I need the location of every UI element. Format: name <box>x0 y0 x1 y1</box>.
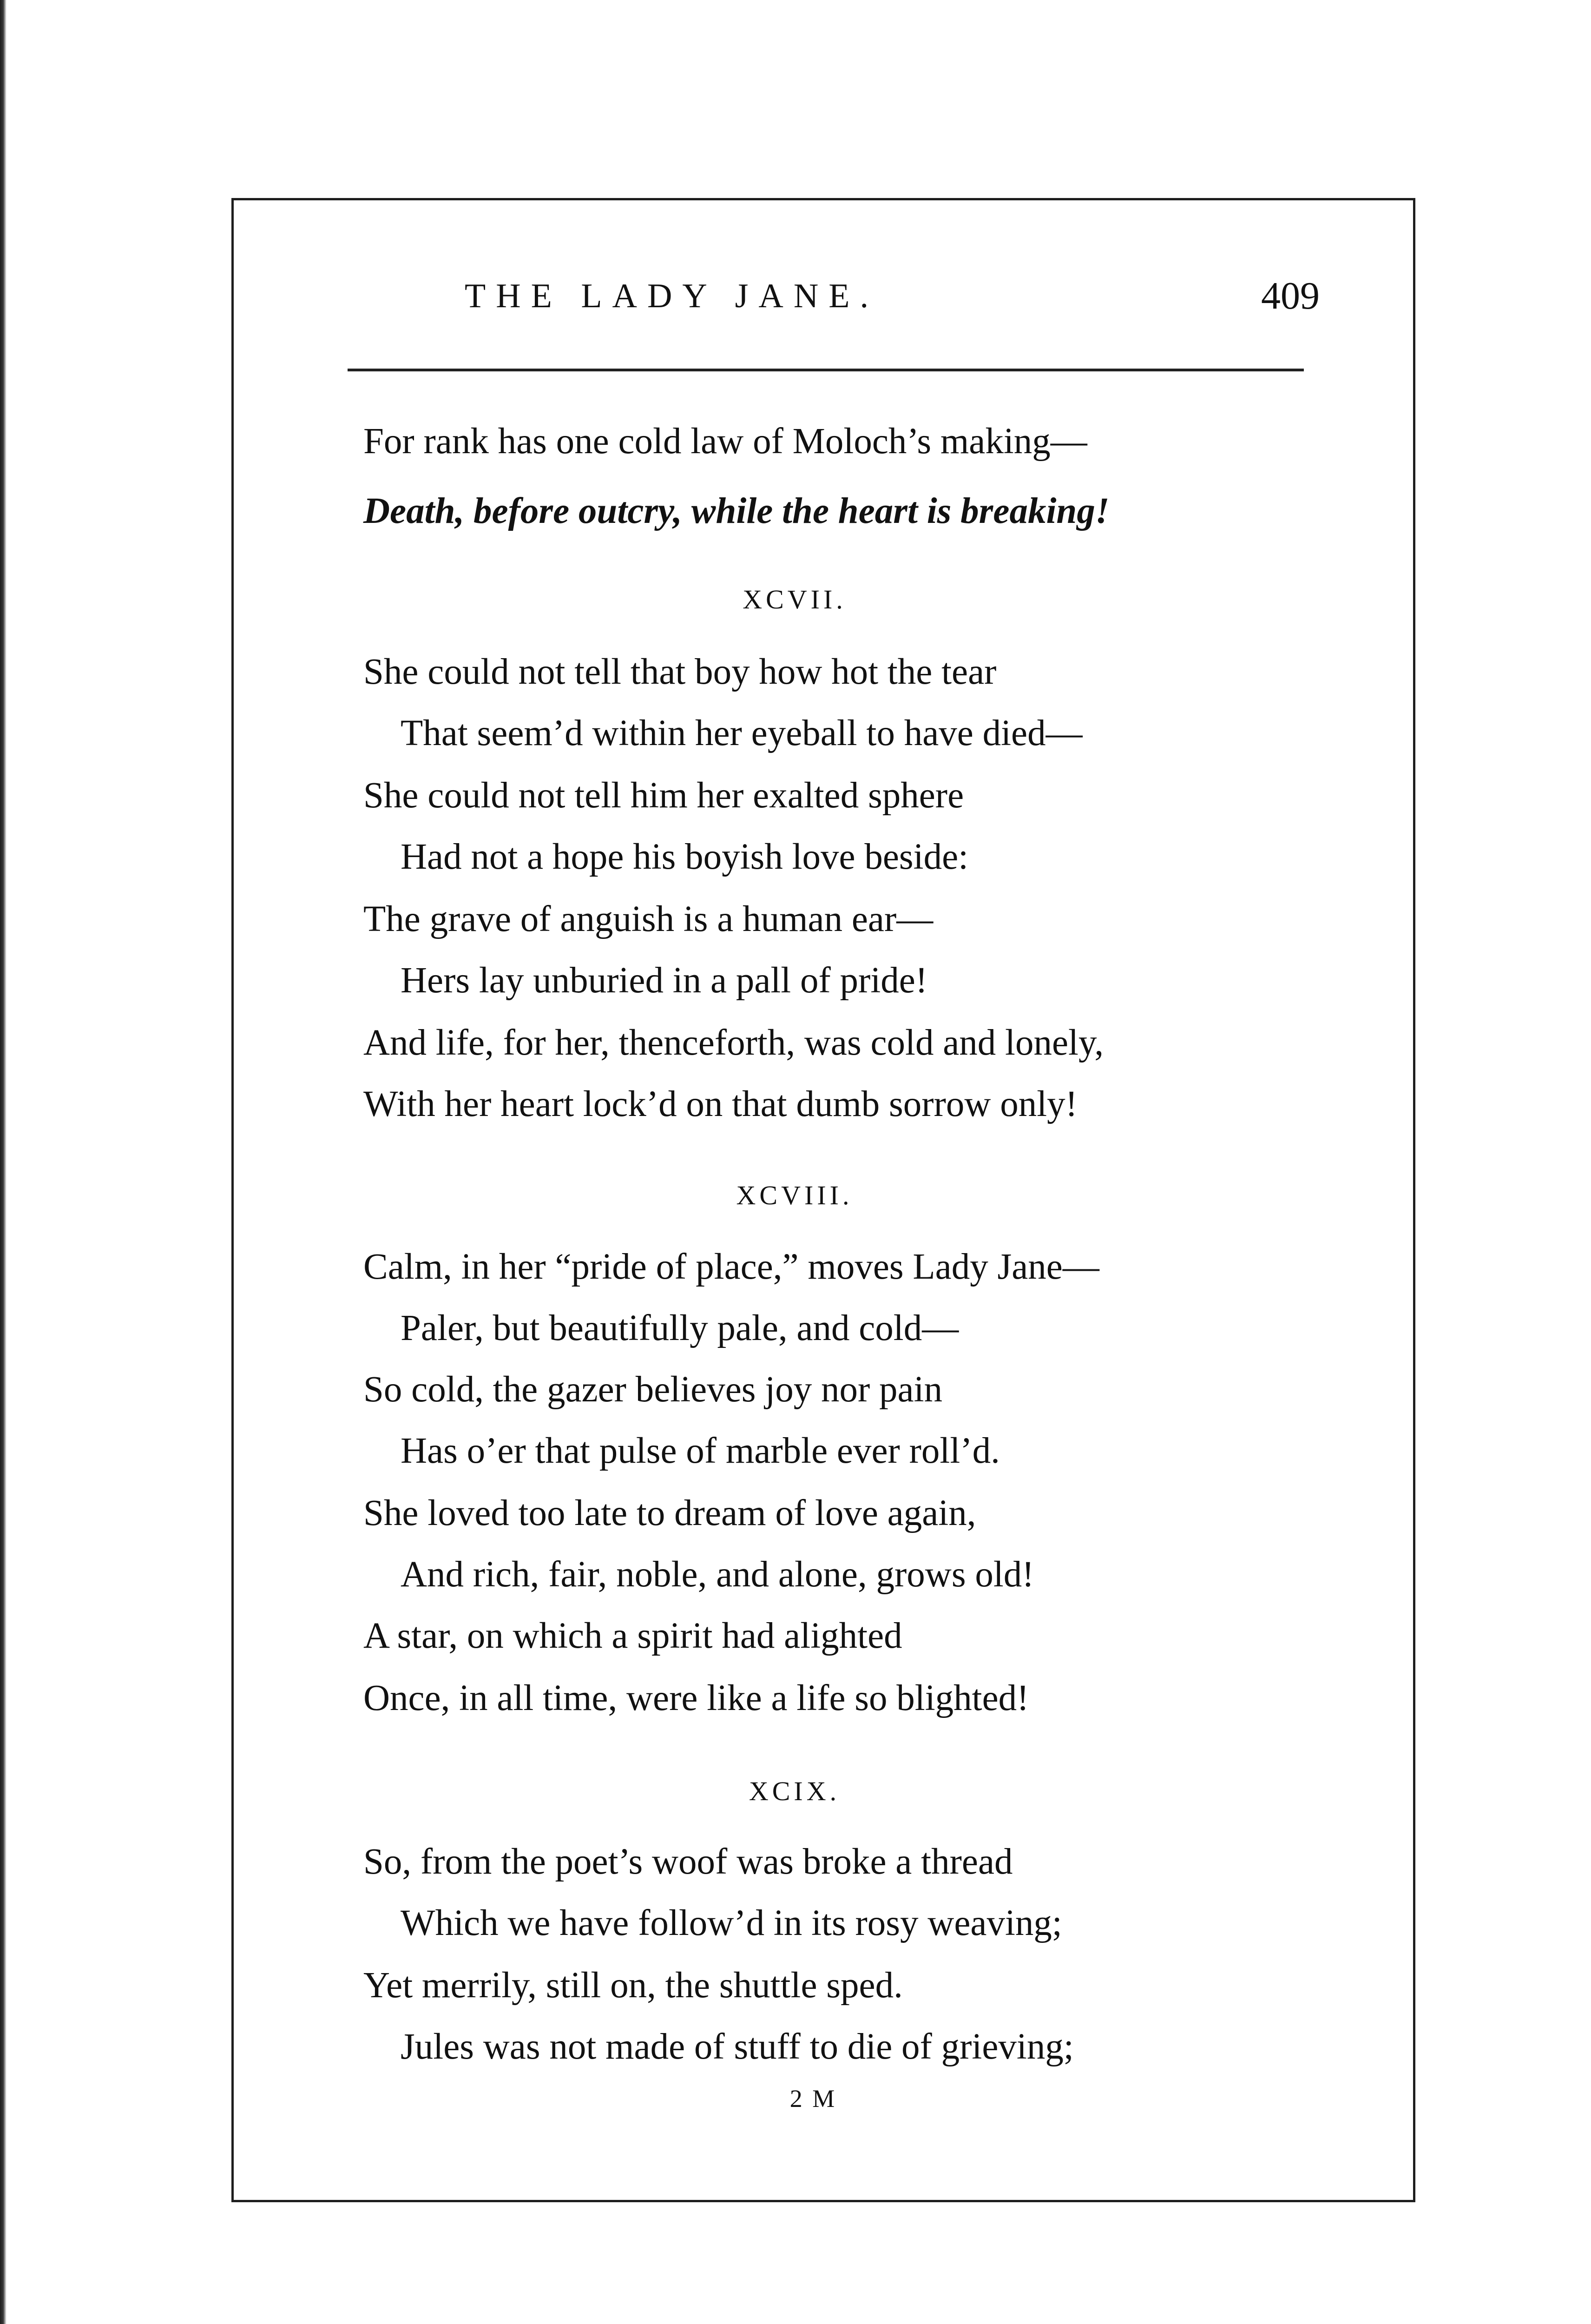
header-rule <box>348 369 1304 371</box>
verse-line: With her heart lock’d on that dumb sorrow only! <box>363 1084 1078 1124</box>
verse-line: Yet merrily, still on, the shuttle sped. <box>363 1965 903 2006</box>
page-number: 409 <box>1261 274 1320 317</box>
stanza-numeral: XCVII. <box>743 584 847 614</box>
verse-line: She could not tell him her exalted sphere <box>363 775 964 816</box>
verse-line: Once, in all time, were like a life so blighted! <box>363 1678 1029 1718</box>
verse-line: Jules was not made of stuff to die of grieving; <box>401 2027 1074 2067</box>
verse-line: Paler, but beautifully pale, and cold— <box>401 1308 959 1348</box>
stanza-numeral: XCVIII. <box>736 1180 853 1210</box>
verse-line: Calm, in her “pride of place,” moves Lady Jane— <box>363 1247 1099 1287</box>
verse-line: That seem’d within her eyeball to have died— <box>401 713 1083 753</box>
verse-line: For rank has one cold law of Moloch’s making— <box>363 421 1087 462</box>
stanza-numeral: XCIX. <box>749 1776 841 1806</box>
verse-line: And life, for her, thenceforth, was cold and lonely, <box>363 1023 1104 1063</box>
verse-line: Hers lay unburied in a pall of pride! <box>401 960 928 1001</box>
running-title: THE LADY JANE. <box>465 277 879 315</box>
verse-line: Had not a hope his boyish love beside: <box>401 837 969 877</box>
verse-line: Has o’er that pulse of marble ever roll’d. <box>401 1431 1000 1471</box>
verse-line-italic: Death, before outcry, while the heart is breaking! <box>363 491 1110 531</box>
verse-line: The grave of anguish is a human ear— <box>363 899 934 939</box>
verse-line: She loved too late to dream of love again, <box>363 1493 976 1533</box>
signature-mark: 2 M <box>789 2085 837 2113</box>
verse-line: So, from the poet’s woof was broke a thread <box>363 1842 1013 1882</box>
verse-line: Which we have follow’d in its rosy weaving; <box>401 1903 1062 1943</box>
verse-line: And rich, fair, noble, and alone, grows old! <box>401 1554 1034 1595</box>
verse-line: So cold, the gazer believes joy nor pain <box>363 1369 943 1410</box>
verse-line: She could not tell that boy how hot the tear <box>363 652 997 692</box>
verse-line: A star, on which a spirit had alighted <box>363 1616 902 1656</box>
scan-edge-left <box>0 0 7 2324</box>
